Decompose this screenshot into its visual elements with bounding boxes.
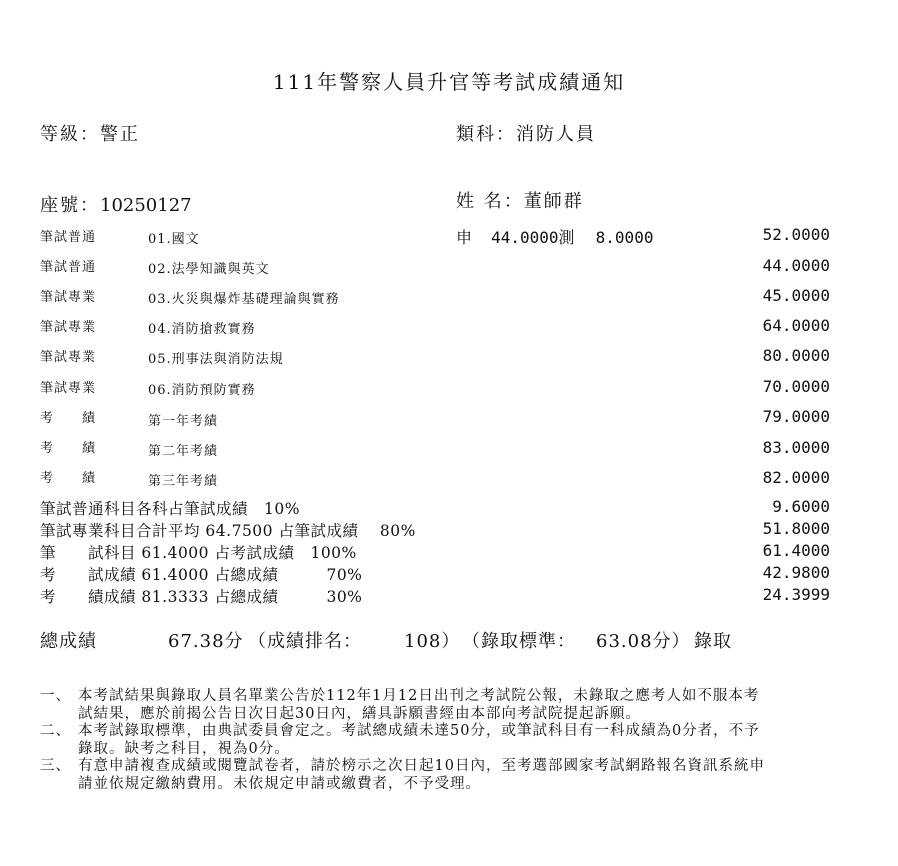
score-value: 44.0000 (762, 256, 830, 275)
score-category: 筆試專業 (40, 381, 97, 396)
score-subject: 05.刑事法與消防法規 (148, 352, 284, 367)
score-category: 考 績 (40, 411, 97, 426)
admission-result: 錄取 (694, 631, 732, 652)
score-subject: 第三年考績 (148, 474, 219, 489)
note-item (40, 723, 770, 758)
grade-field (40, 120, 140, 146)
name-field (456, 187, 584, 213)
grade-value: 警正 (100, 124, 140, 145)
score-subject: 03.火災與爆炸基礎理論與實務 (148, 292, 340, 307)
note-text: 本考試錄取標準，由典試委員會定之。考試總成績未達50分，或筆試科目有一科成績為0分者，不予錄取。缺考之科目，視為0分。 (78, 723, 760, 757)
category-value: 消防人員 (516, 124, 596, 145)
score-value: 45.0000 (762, 286, 830, 305)
rank-value: 108） (404, 631, 461, 652)
score-category: 筆試專業 (40, 350, 97, 365)
standard-value: 63.08分） (596, 631, 691, 652)
category-label: 類科： (456, 124, 516, 145)
test-score: 8.0000 (595, 228, 654, 247)
score-value: 70.0000 (762, 377, 830, 396)
note-text: 有意申請複查成績或閱覽試卷者，請於榜示之次日起10日內，至考選部國家考試網路報名資訊系統申請並依規定繳納費用。未依規定申請或繳費者，不予受理。 (78, 758, 765, 792)
test-label: 測 (558, 228, 575, 247)
score-subject: 第一年考績 (148, 414, 219, 429)
score-subject: 04.消防搶救實務 (148, 322, 256, 337)
score-subject: 第二年考績 (148, 444, 219, 459)
name-label: 姓 名： (456, 191, 524, 212)
name-value: 董師群 (523, 191, 584, 212)
calculation-value: 9.6000 (772, 497, 830, 516)
calculation-value: 61.4000 (762, 541, 830, 560)
rank-label: （成績排名： (248, 631, 362, 652)
seat-label: 座號： (40, 195, 100, 216)
score-value: 82.0000 (762, 468, 830, 487)
score-value: 83.0000 (762, 438, 830, 457)
document-title: 111年警察人員升官等考試成績通知 (272, 70, 626, 94)
note-number: 三、 (40, 758, 71, 774)
essay-label: 申 (456, 228, 473, 247)
calculation-value: 24.3999 (762, 585, 830, 604)
seat-value: 10250127 (100, 195, 192, 216)
calculation-value: 42.9800 (762, 563, 830, 582)
notes-section (40, 688, 770, 793)
note-number: 一、 (40, 688, 71, 704)
standard-label: （錄取標準： (462, 631, 576, 652)
calculation-line: 筆 試科目 61.4000 占考試成績 100% (40, 544, 357, 562)
category-field (456, 120, 596, 146)
score-value: 64.0000 (762, 316, 830, 335)
score-subject: 01.國文 (148, 232, 200, 247)
score-value: 52.0000 (762, 225, 830, 244)
score-category: 筆試普通 (40, 260, 97, 275)
calculation-line: 考 績成績 81.3333 占總成績 30% (40, 588, 363, 606)
chinese-breakdown (456, 225, 653, 248)
score-category: 考 績 (40, 441, 97, 456)
total-label: 總成績 (40, 631, 97, 652)
grade-label: 等級： (40, 124, 100, 145)
score-category: 筆試專業 (40, 320, 97, 335)
score-category: 筆試普通 (40, 230, 97, 245)
score-value: 80.0000 (762, 346, 830, 365)
score-category: 筆試專業 (40, 290, 97, 305)
seat-field (40, 191, 192, 217)
score-value: 79.0000 (762, 407, 830, 426)
score-subject: 02.法學知識與英文 (148, 262, 270, 277)
essay-score: 44.0000 (491, 228, 559, 247)
note-item (40, 758, 770, 793)
score-subject: 06.消防預防實務 (148, 383, 256, 398)
note-number: 二、 (40, 723, 71, 739)
note-text: 本考試結果與錄取人員名單業公告於112年1月12日出刊之考試院公報，未錄取之應考人如不服本考試結果，應於前揭公告日次日起30日內，繕具訴願書經由本部向考試院提起訴願。 (78, 688, 760, 722)
score-category: 考 績 (40, 471, 97, 486)
calculation-value: 51.8000 (762, 519, 830, 538)
calculation-line: 考 試成績 61.4000 占總成績 70% (40, 566, 363, 584)
note-item (40, 688, 770, 723)
total-score: 67.38分 (168, 631, 244, 652)
calculation-line: 筆試普通科目各科占筆試成績 10% (40, 500, 300, 518)
calculation-line: 筆試專業科目合計平均 64.7500 占筆試成績 80% (40, 522, 416, 540)
